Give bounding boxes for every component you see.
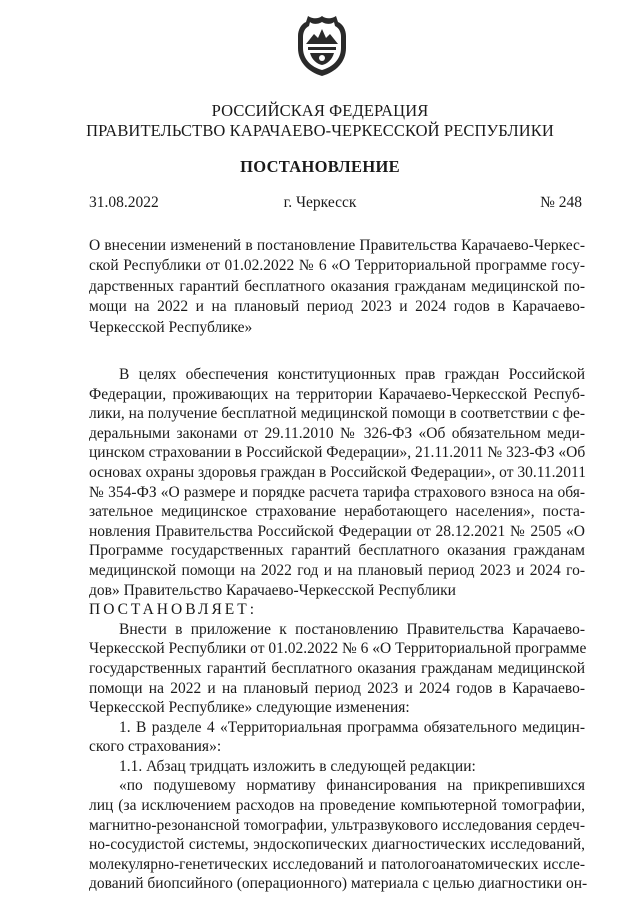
subject-line: О внесении изменений в постановление Правительства Карачаево-Черкес-: [89, 237, 585, 254]
body-line: 1. В разделе 4 «Территориальная программа обязательного медицин-: [119, 718, 585, 736]
body-line: № 354-ФЗ «О размере и порядке расчета тарифа страхового взноса на обя-: [89, 483, 585, 501]
document-city: г. Черкесск: [283, 194, 357, 211]
document-subject: [89, 236, 585, 338]
subject-line: дарственных гарантий бесплатного оказания гражданам медицинской по-: [89, 277, 585, 295]
body-line: «по подушевому нормативу финансирования на прикрепившихся: [119, 777, 585, 795]
body-line: медицинской помощи на 2022 год и на плановый период 2023 и 2024 го-: [89, 561, 585, 579]
body-line: дов» Правительство Карачаево-Черкесской Республики: [89, 581, 456, 599]
body-line: помощи на 2022 и на плановый период 2023 и 2024 годов в Карачаево-: [89, 679, 585, 697]
body-line: дований биопсийного (операционного) материала с целью диагностики он-: [89, 875, 588, 893]
body-line: но-сосудистой системы, эндоскопических диагностических исследований,: [89, 836, 585, 854]
body-line: молекулярно-генетических исследований и патологоанатомических иссле-: [89, 855, 585, 873]
body-line: лиц (за исключением расходов на проведение компьютерной томографии,: [89, 797, 585, 815]
subject-line: мощи на 2022 и на плановый период 2023 и 2024 годов в Карачаево-: [89, 298, 585, 316]
document-title: ПОСТАНОВЛЕНИЕ: [240, 157, 400, 176]
coat-of-arms-emblem: [296, 14, 348, 78]
subject-line: ской Республики от 01.02.2022 № 6 «О Территориальной программе госу-: [89, 257, 585, 275]
body-line: новления Правительства Российской Федерации от 28.12.2021 № 2505 «О: [89, 522, 585, 540]
government-heading: ПРАВИТЕЛЬСТВО КАРАЧАЕВО-ЧЕРКЕССКОЙ РЕСПУБЛИКИ: [86, 121, 554, 140]
document-date: 31.08.2022: [89, 194, 159, 211]
body-line: 1.1. Абзац тридцать изложить в следующей редакции:: [119, 757, 476, 775]
body-line: магнитно-резонансной томографии, ультразвукового исследования сердеч-: [89, 816, 585, 834]
body-line: Федерации, проживающих на территории Карачаево-Черкесской Респуб-: [89, 385, 585, 403]
resolution-word: ПОСТАНОВЛЯЕТ:: [89, 601, 258, 619]
body-line: основах охраны здоровья граждан в Российской Федерации», от 30.11.2011: [89, 463, 586, 481]
body-line: лики, на получение бесплатной медицинской помощи в соответствии с фе-: [89, 405, 585, 423]
subject-line: Черкесской Республике»: [89, 318, 253, 336]
body-line: В целях обеспечения конституционных прав граждан Российской: [119, 366, 585, 383]
document-number: № 248: [540, 194, 582, 211]
body-line: Черкесской Республике» следующие изменения:: [89, 699, 410, 717]
body-line: государственных гарантий бесплатного оказания гражданам медицинской: [89, 659, 585, 677]
body-line: зательное медицинское страхование неработающего населения», поста-: [89, 503, 585, 521]
country-heading: РОССИЙСКАЯ ФЕДЕРАЦИЯ: [211, 101, 429, 120]
body-line: Программе государственных гарантий бесплатного оказания гражданам: [89, 542, 585, 560]
body-line: ского страхования»:: [89, 738, 222, 756]
body-line: Черкесской Республики от 01.02.2022 № 6 «О Территориальной программе: [89, 640, 587, 658]
body-line: цинском страховании в Российской Федерации», 21.11.2011 № 323-ФЗ «Об: [89, 444, 586, 462]
body-line: Внести в приложение к постановлению Правительства Карачаево-: [119, 620, 585, 638]
document-body: [89, 365, 588, 894]
body-line: деральными законами от 29.11.2010 № 326-ФЗ «Об обязательном меди-: [89, 424, 585, 442]
